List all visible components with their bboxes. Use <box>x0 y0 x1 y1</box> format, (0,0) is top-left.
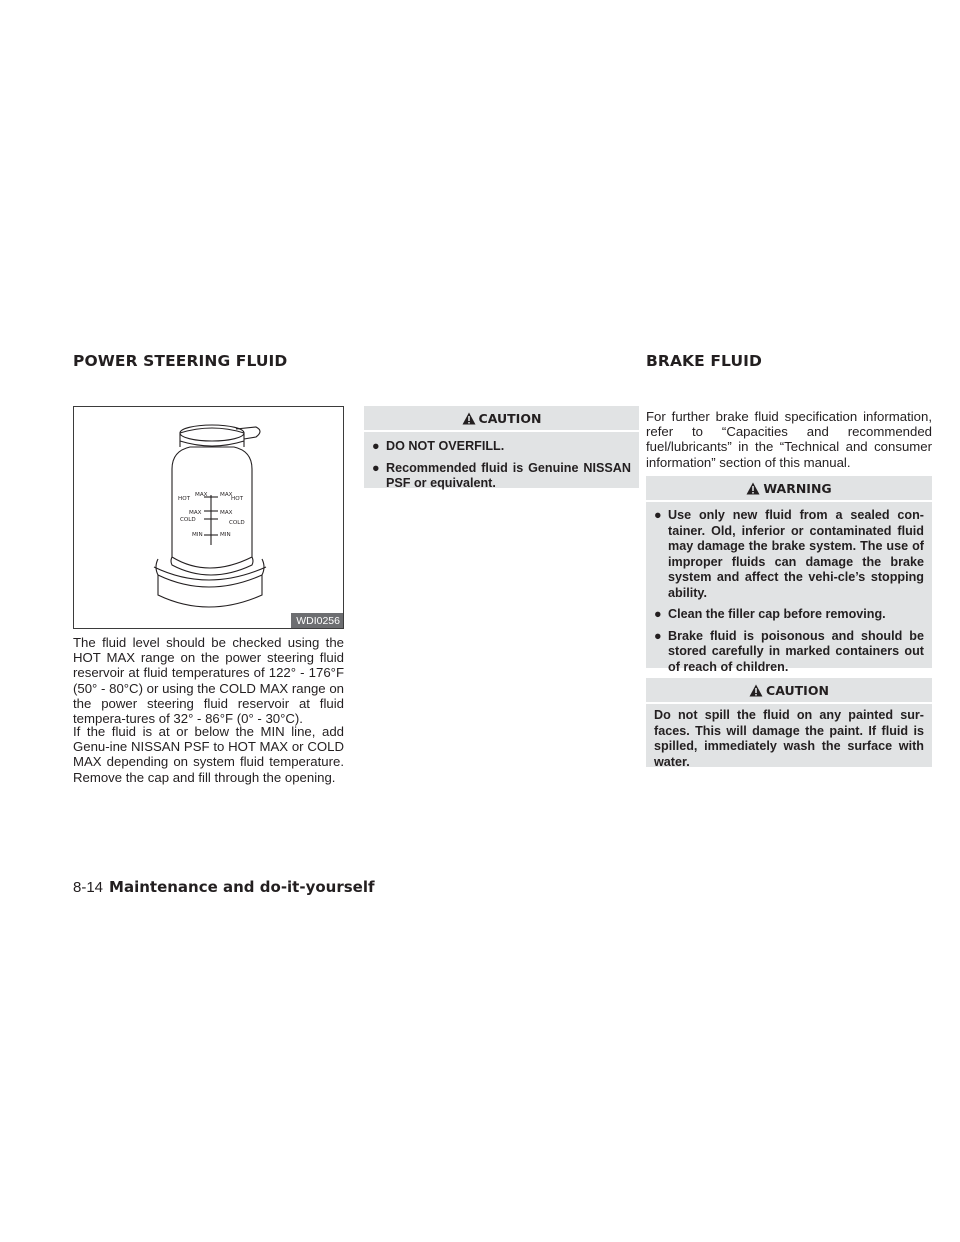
caution-item-text: DO NOT OVERFILL. <box>386 439 505 453</box>
warning-item <box>654 607 924 623</box>
label-max-right-mid: MAX <box>220 510 233 516</box>
caution-title: CAUTION <box>766 682 829 698</box>
caution-item <box>372 439 631 455</box>
warning-item <box>654 508 924 601</box>
label-max-right-top: MAX <box>220 492 233 498</box>
caution-text-block <box>654 708 924 770</box>
power-steering-title: POWER STEERING FLUID <box>73 352 288 370</box>
brake-fluid-warning-box <box>646 476 932 674</box>
power-steering-caution-box <box>364 406 639 488</box>
warning-triangle-icon <box>749 684 763 697</box>
label-min-right: MIN <box>220 532 231 538</box>
label-hot-left: HOT <box>178 496 191 502</box>
chapter-title: Maintenance and do-it-yourself <box>109 878 375 896</box>
brake-fluid-caution-box <box>646 678 932 767</box>
reservoir-illustration <box>74 407 343 628</box>
brake-fluid-paragraph: For further brake fluid specification information, refer to “Capacities and recommended fuel/lubricants” in the “Technical and consumer information” section of this manual. <box>646 409 932 470</box>
caution-title: CAUTION <box>478 410 542 426</box>
caution-item-text: Recommended fluid is Genuine NISSAN PSF or equivalent. <box>386 460 631 490</box>
label-hot-right: HOT <box>231 496 244 502</box>
label-cold-right: COLD <box>229 520 245 526</box>
brake-fluid-title: BRAKE FLUID <box>646 352 762 370</box>
caution-item <box>372 461 631 492</box>
warning-item <box>654 629 924 676</box>
caution-text: Do not spill the fluid on any painted sur-faces. This will damage the paint. If fluid is spilled, immediately wash the surface with water. <box>654 708 924 769</box>
warning-header <box>646 476 932 502</box>
bullet: ● <box>372 439 380 453</box>
warning-triangle-icon <box>462 412 476 425</box>
label-max-left-mid: MAX <box>189 510 202 516</box>
bullet: ● <box>372 460 380 475</box>
warning-title: WARNING <box>763 480 832 496</box>
caution-header <box>646 678 932 704</box>
bullet: ● <box>654 628 662 643</box>
caution-header <box>364 406 639 432</box>
warning-item-text: Clean the filler cap before removing. <box>668 607 886 621</box>
power-steering-paragraph-1: The fluid level should be checked using the HOT MAX range on the power steering fluid reservoir at fluid temperatures of 122° - 176°F (50° - 80°C) or using the COLD MAX range on the power steering fluid reservoir at fluid tempera-tures of 32° - 86°F (0° - 30°C). <box>73 635 344 727</box>
warning-item-text: Use only new fluid from a sealed con-tainer. Old, inferior or contaminated fluid may damage the brake system. The use of improper fluids can damage the brake system and affect the vehi-cle’s stopping ability. <box>668 508 924 600</box>
label-max-left-top: MAX <box>195 492 208 498</box>
reservoir-figure <box>73 406 344 629</box>
power-steering-paragraph-2: If the fluid is at or below the MIN line, add Genu-ine NISSAN PSF to HOT MAX or COLD MAX depending on system fluid temperature. Remove the cap and fill through the opening. <box>73 724 344 785</box>
bullet: ● <box>654 607 662 621</box>
label-min-left: MIN <box>192 532 203 538</box>
figure-code: WDI0256 <box>291 613 343 628</box>
label-cold-left: COLD <box>180 517 196 523</box>
bullet: ● <box>654 508 662 522</box>
warning-item-text: Brake fluid is poisonous and should be stored carefully in marked containers out of reach of children. <box>668 628 924 674</box>
page-footer <box>73 878 375 896</box>
warning-triangle-icon <box>746 482 760 495</box>
page-number: 8-14 <box>73 879 104 896</box>
